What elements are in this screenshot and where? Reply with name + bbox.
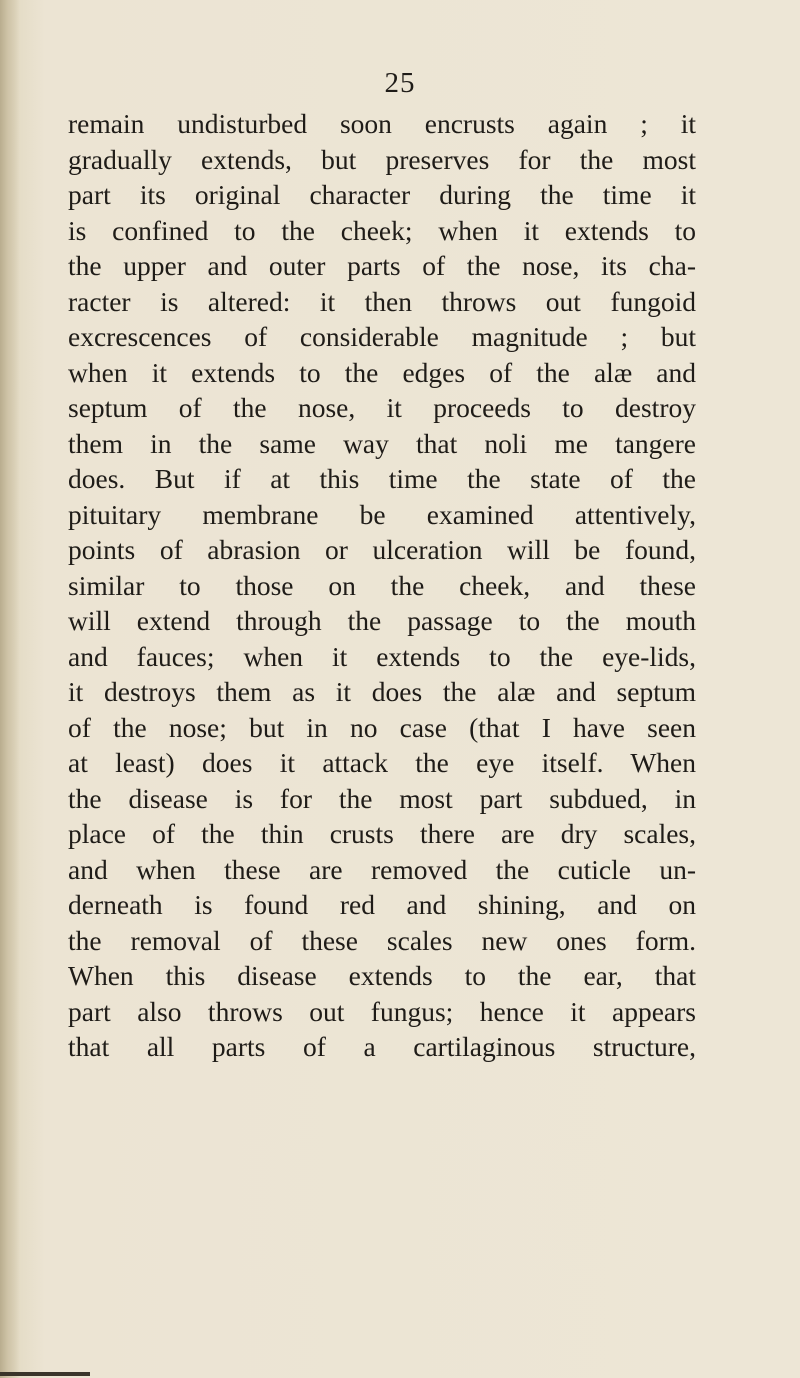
text-line-4: is confined to the cheek; when it extends to: [68, 214, 696, 246]
text-line-7: excrescences of considerable magnitude ; but: [68, 321, 696, 352]
text-line-13: points of abrasion or ulceration will be found,: [68, 534, 696, 565]
text-line-25: When this disease extends to the ear, that: [68, 960, 696, 991]
text-line-27: that all parts of a cartilaginous structure,: [68, 1031, 696, 1062]
text-line-23: derneath is found red and shining, and on: [68, 889, 696, 920]
text-line-14: similar to those on the cheek, and these: [68, 569, 696, 601]
text-line-22: and when these are removed the cuticle un-: [68, 853, 696, 885]
text-line-20: the disease is for the most part subdued, in: [68, 782, 696, 814]
text-line-12: pituitary membrane be examined attentively,: [68, 498, 696, 530]
binding-shadow: [0, 0, 20, 1378]
text-line-15: will extend through the passage to the mouth: [68, 605, 696, 636]
body-text: [68, 106, 696, 1065]
text-line-24: the removal of these scales new ones form.: [68, 924, 696, 956]
text-line-5: the upper and outer parts of the nose, its cha-: [68, 250, 696, 281]
text-line-11: does. But if at this time the state of the: [68, 463, 696, 494]
text-line-19: at least) does it attack the eye itself. When: [68, 747, 696, 778]
text-line-16: and fauces; when it extends to the eye-lids,: [68, 640, 696, 672]
page-number: 25: [384, 67, 416, 99]
bottom-edge-rule: [0, 1372, 90, 1376]
text-line-2: gradually extends, but preserves for the most: [68, 143, 696, 175]
text-line-6: racter is altered: it then throws out fungoid: [68, 285, 696, 317]
text-line-17: it destroys them as it does the alæ and septum: [68, 676, 696, 707]
text-line-21: place of the thin crusts there are dry scales,: [68, 818, 696, 849]
text-line-9: septum of the nose, it proceeds to destroy: [68, 392, 696, 423]
text-line-1: remain undisturbed soon encrusts again ; it: [68, 108, 696, 139]
text-line-18: of the nose; but in no case (that I have seen: [68, 711, 696, 743]
text-line-8: when it extends to the edges of the alæ and: [68, 356, 696, 388]
text-line-10: them in the same way that noli me tangere: [68, 427, 696, 459]
text-line-3: part its original character during the time it: [68, 179, 696, 210]
text-line-26: part also throws out fungus; hence it appears: [68, 995, 696, 1027]
